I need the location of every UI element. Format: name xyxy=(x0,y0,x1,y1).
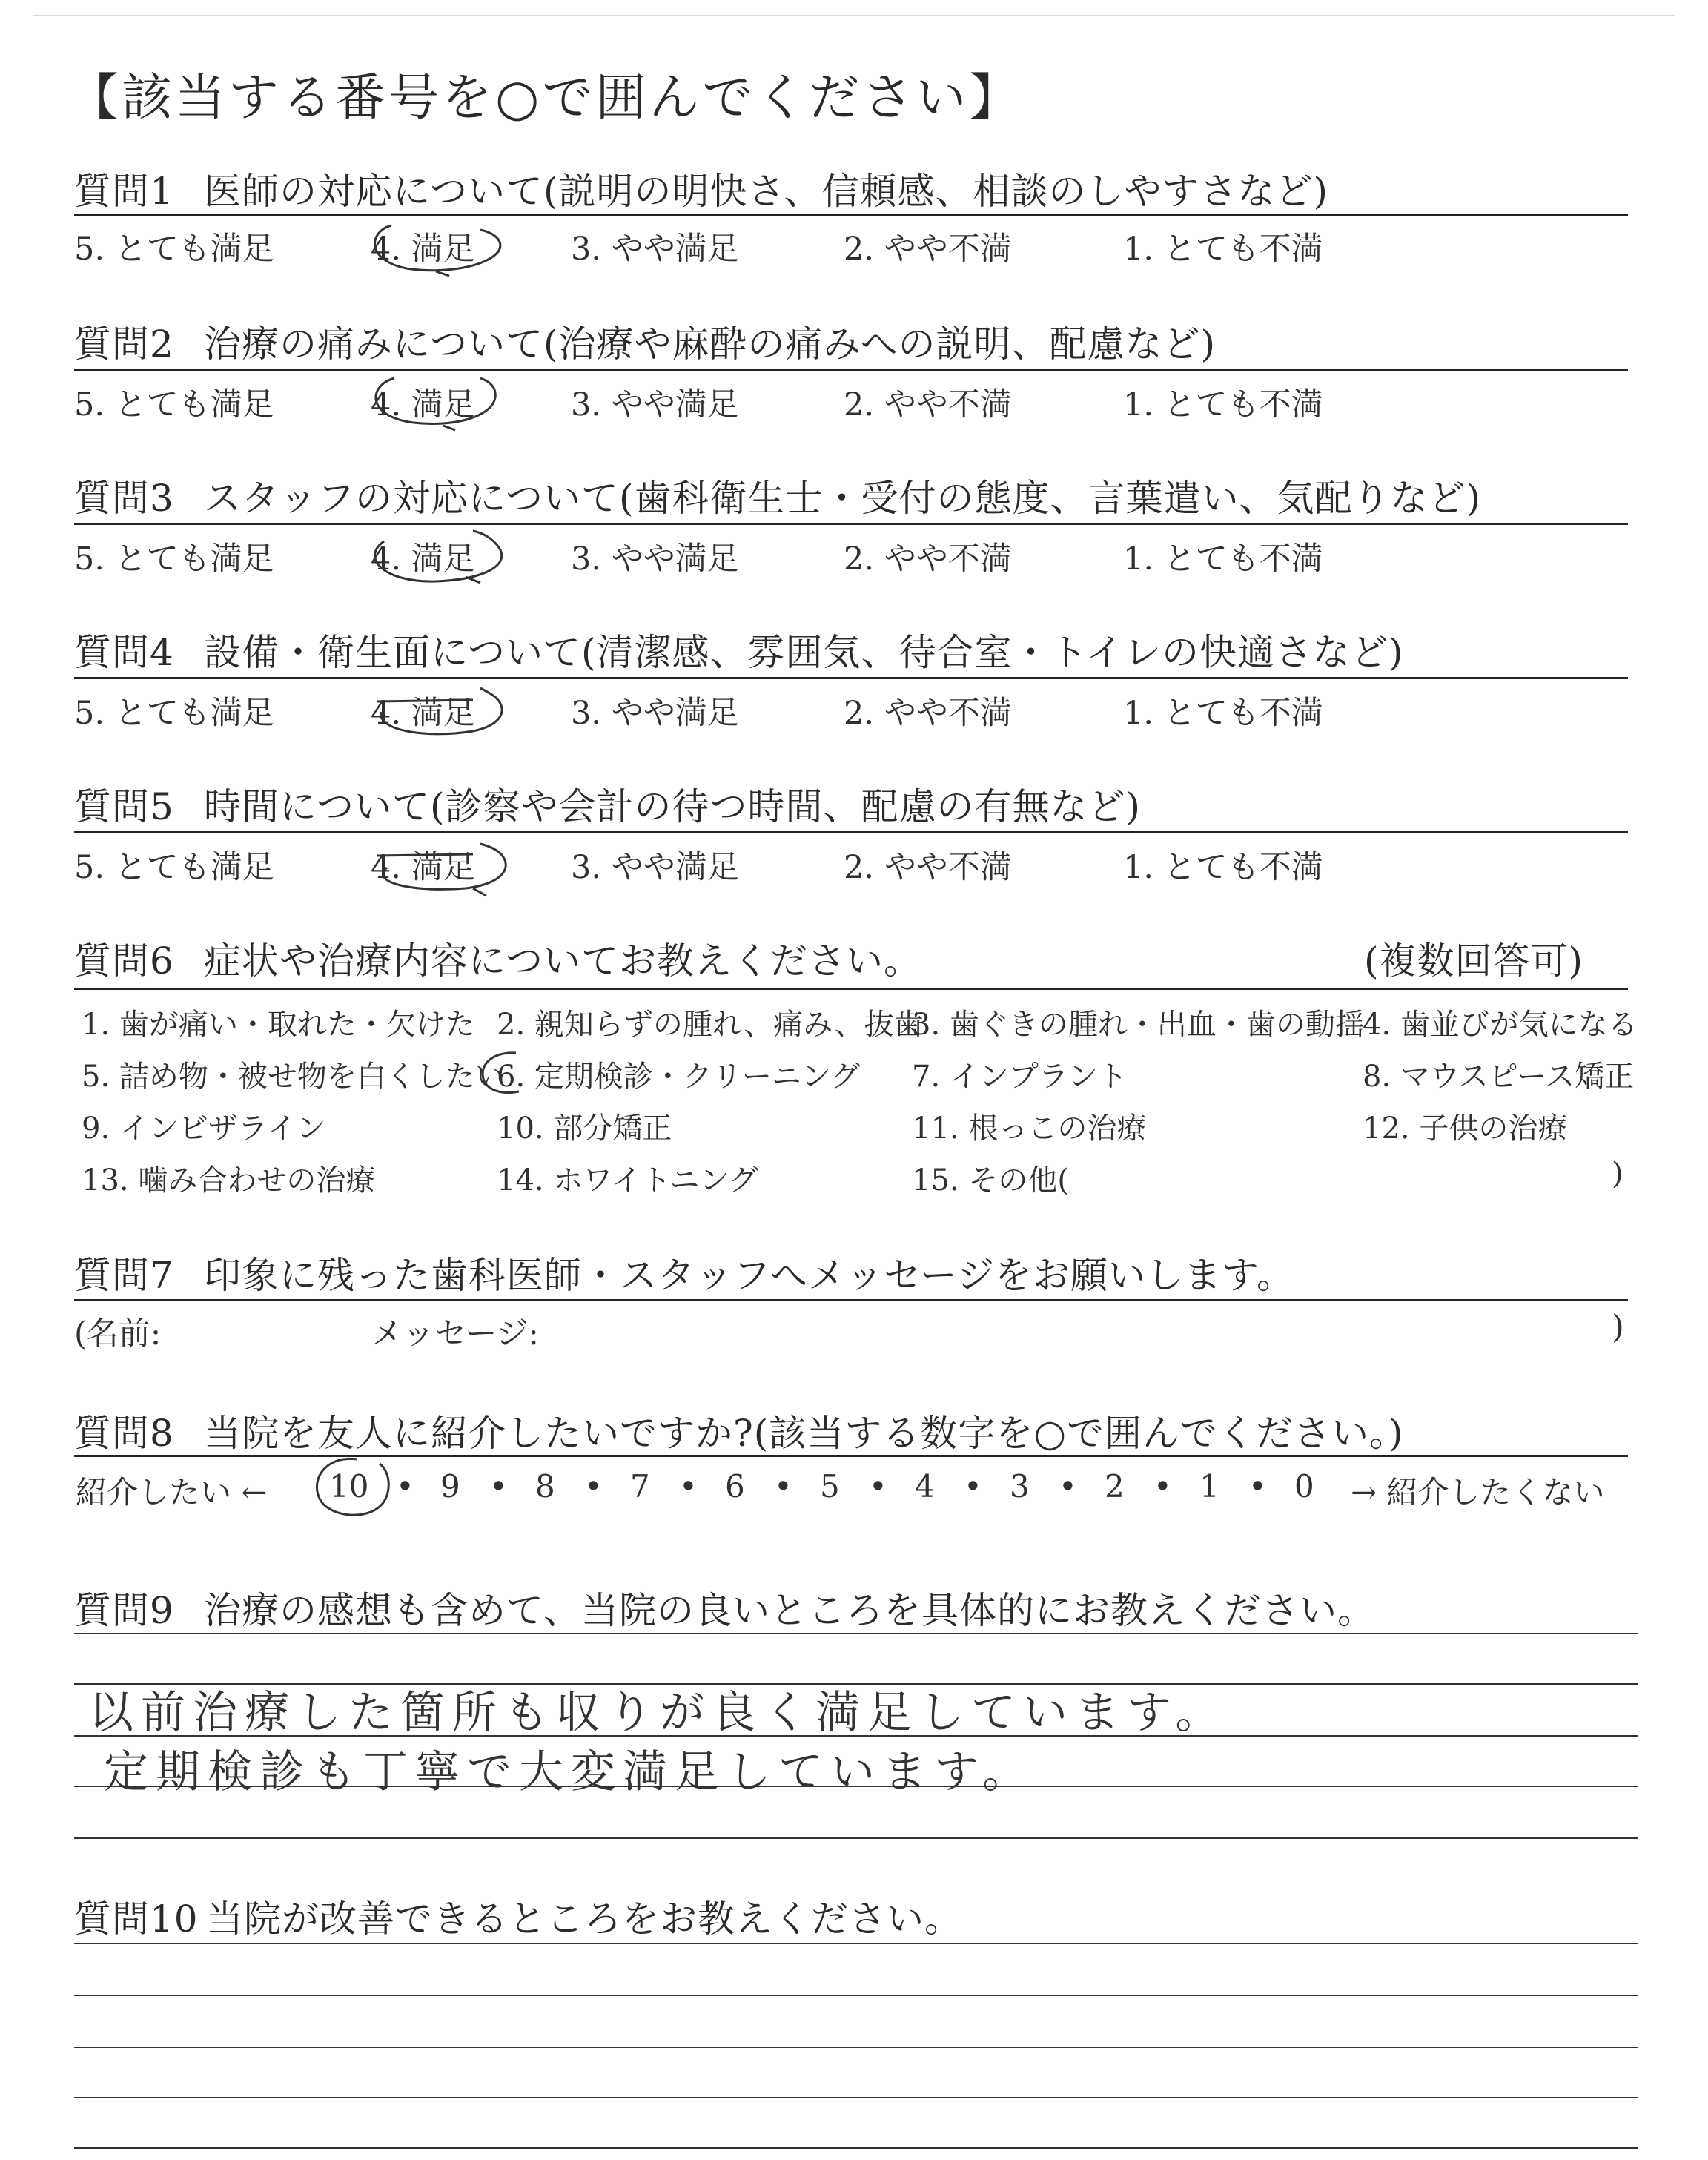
question-5-rule xyxy=(74,831,1628,833)
symptom-6[interactable]: 6. 定期検診・クリーニング xyxy=(497,1053,860,1095)
symptom-1[interactable]: 1. 歯が痛い・取れた・欠けた xyxy=(82,1008,475,1042)
scale-right-label: → 紹介したくない xyxy=(1351,1474,1605,1510)
q9-handwritten-line-2: 定期検診も丁寧で大変満足しています。 xyxy=(104,1746,1035,1798)
q3-option-4[interactable]: 4. 満足 xyxy=(371,534,475,579)
question-8-number: 質問8 xyxy=(74,1412,174,1455)
scale-10[interactable]: 10 xyxy=(329,1468,368,1505)
question-8-text: 当院を友人に紹介したいですか?(該当する数字を○で囲んでください。) xyxy=(204,1412,1404,1455)
symptom-grid xyxy=(82,1001,1638,1223)
question-2-number: 質問2 xyxy=(74,323,174,366)
question-10-text: 当院が改善できるところをお教えください。 xyxy=(206,1898,962,1941)
scale-dot: • xyxy=(964,1468,982,1505)
question-9-number: 質問9 xyxy=(74,1589,174,1632)
scale-dot: • xyxy=(1153,1468,1172,1505)
page-top-edge xyxy=(33,15,1675,16)
question-9-title xyxy=(74,1581,1375,1634)
question-10-number: 質問10 xyxy=(74,1898,199,1941)
answer-line xyxy=(74,1943,1638,1944)
answer-line xyxy=(74,1837,1638,1839)
q4-option-4[interactable]: 4. 満足 xyxy=(371,688,475,733)
q4-option-1[interactable]: 1. とても不満 xyxy=(1123,695,1323,732)
q4-option-5[interactable]: 5. とても満足 xyxy=(74,695,274,732)
scale-4[interactable]: 4 xyxy=(915,1468,935,1505)
symptom-7[interactable]: 7. インプラント xyxy=(912,1060,1128,1094)
symptom-2[interactable]: 2. 親知らずの腫れ、痛み、抜歯 xyxy=(497,1008,924,1042)
scale-6[interactable]: 6 xyxy=(725,1468,745,1505)
question-6-note: (複数回答可) xyxy=(1364,939,1584,982)
question-6-text: 症状や治療内容についてお教えください。 xyxy=(204,939,921,982)
scale-dot: • xyxy=(1248,1468,1267,1505)
q4-hand-circle xyxy=(362,679,510,743)
q1-option-1[interactable]: 1. とても不満 xyxy=(1123,231,1323,268)
scale-dot: • xyxy=(489,1468,508,1505)
scale-9[interactable]: 9 xyxy=(440,1468,460,1505)
instruction-heading: 【該当する番号を○で囲んでください】 xyxy=(68,69,1023,128)
question-5-text: 時間について(診察や会計の待つ時間、配慮の有無など) xyxy=(204,785,1142,828)
question-9-text: 治療の感想も含めて、当院の良いところを具体的にお教えください。 xyxy=(204,1589,1375,1632)
question-8-rule xyxy=(74,1455,1628,1457)
question-5-title xyxy=(74,777,1141,830)
q2-option-3[interactable]: 3. やや満足 xyxy=(571,386,739,423)
q2-option-1[interactable]: 1. とても不満 xyxy=(1123,386,1323,423)
q5-option-5[interactable]: 5. とても満足 xyxy=(74,849,274,886)
question-2-options xyxy=(74,380,1334,424)
question-1-number: 質問1 xyxy=(74,170,174,213)
q2-hand-circle xyxy=(362,371,510,435)
question-1-title xyxy=(74,162,1328,215)
question-3-options xyxy=(74,534,1334,578)
scale-8[interactable]: 8 xyxy=(535,1468,555,1505)
question-3-rule xyxy=(74,523,1628,525)
symptom-12[interactable]: 12. 子供の治療 xyxy=(1363,1112,1568,1146)
scale-dot: • xyxy=(584,1468,603,1505)
question-6-title xyxy=(74,931,921,985)
symptom-14[interactable]: 14. ホワイトニング xyxy=(497,1163,758,1198)
q1-hand-circle xyxy=(362,215,510,279)
question-4-title xyxy=(74,623,1404,676)
q1-option-2[interactable]: 2. やや不満 xyxy=(844,231,1012,268)
message-close: ) xyxy=(1612,1309,1624,1346)
q2-option-2[interactable]: 2. やや不満 xyxy=(844,386,1012,423)
scale-1[interactable]: 1 xyxy=(1199,1468,1219,1505)
q5-option-4[interactable]: 4. 満足 xyxy=(371,842,475,888)
q1-option-5[interactable]: 5. とても満足 xyxy=(74,231,274,268)
scale-3[interactable]: 3 xyxy=(1010,1468,1030,1505)
scale-left-label: 紹介したい ← xyxy=(76,1474,268,1510)
symptom-3[interactable]: 3. 歯ぐきの腫れ・出血・歯の動揺 xyxy=(912,1008,1365,1042)
question-8-title xyxy=(74,1404,1403,1457)
question-2-rule xyxy=(74,369,1628,371)
question-4-text: 設備・衛生面について(清潔感、雰囲気、待合室・トイレの快適さなど) xyxy=(204,631,1404,674)
question-3-text: スタッフの対応について(歯科衛生士・受付の態度、言葉遣い、気配りなど) xyxy=(204,477,1482,520)
q5-hand-circle xyxy=(362,833,510,897)
q1-option-4[interactable]: 4. 満足 xyxy=(371,224,475,269)
question-5-options xyxy=(74,842,1334,887)
question-3-number: 質問3 xyxy=(74,477,174,520)
question-6-rule xyxy=(74,988,1628,990)
q6-hand-circle xyxy=(474,1048,534,1100)
question-1-text: 医師の対応について(説明の明快さ、信頼感、相談のしやすさなど) xyxy=(204,170,1329,213)
q5-option-2[interactable]: 2. やや不満 xyxy=(844,849,1012,886)
symptom-4[interactable]: 4. 歯並びが気になる xyxy=(1363,1008,1638,1042)
q1-option-3[interactable]: 3. やや満足 xyxy=(571,231,739,268)
question-1-options xyxy=(74,224,1334,268)
recommend-scale xyxy=(76,1468,1632,1520)
answer-line xyxy=(74,2147,1638,2149)
question-4-rule xyxy=(74,677,1628,679)
question-7-title xyxy=(74,1246,1294,1299)
question-7-number: 質問7 xyxy=(74,1254,174,1297)
symptom-11[interactable]: 11. 根っこの治療 xyxy=(912,1112,1147,1146)
q2-option-5[interactable]: 5. とても満足 xyxy=(74,386,274,423)
q5-option-3[interactable]: 3. やや満足 xyxy=(571,849,739,886)
q8-hand-circle xyxy=(308,1453,397,1525)
q9-handwritten-line-1: 以前治療した箇所も収りが良く満足しています。 xyxy=(89,1687,1228,1739)
symptom-10[interactable]: 10. 部分矯正 xyxy=(497,1112,672,1146)
symptom-9[interactable]: 9. インビザライン xyxy=(82,1112,326,1146)
question-7-text: 印象に残った歯科医師・スタッフへメッセージをお願いします。 xyxy=(204,1254,1294,1297)
message-label: メッセージ: xyxy=(371,1315,539,1353)
question-5-number: 質問5 xyxy=(74,785,174,828)
question-2-text: 治療の痛みについて(治療や麻酔の痛みへの説明、配慮など) xyxy=(204,323,1217,366)
question-4-options xyxy=(74,688,1334,733)
answer-line xyxy=(74,2097,1638,2098)
q4-option-3[interactable]: 3. やや満足 xyxy=(571,695,739,732)
symptom-15[interactable]: 15. その他( xyxy=(912,1163,1069,1198)
q3-hand-circle xyxy=(362,525,510,589)
scale-dot: • xyxy=(679,1468,698,1505)
question-7-rule xyxy=(74,1299,1628,1301)
symptom-13[interactable]: 13. 噛み合わせの治療 xyxy=(82,1163,376,1198)
q3-option-1[interactable]: 1. とても不満 xyxy=(1123,541,1323,578)
q4-option-2[interactable]: 2. やや不満 xyxy=(844,695,1012,732)
question-1-rule xyxy=(74,214,1628,216)
q5-option-1[interactable]: 1. とても不満 xyxy=(1123,849,1323,886)
name-label: (名前: xyxy=(74,1315,162,1353)
symptom-8[interactable]: 8. マウスピース矯正 xyxy=(1363,1060,1635,1094)
question-10-title xyxy=(74,1889,962,1943)
question-2-title xyxy=(74,314,1216,368)
q3-option-2[interactable]: 2. やや不満 xyxy=(844,541,1012,578)
scale-5[interactable]: 5 xyxy=(820,1468,840,1505)
symptom-5[interactable]: 5. 詰め物・被せ物を白くしたい xyxy=(82,1060,505,1094)
q2-option-4[interactable]: 4. 満足 xyxy=(371,380,475,425)
question-3-title xyxy=(74,469,1481,522)
scale-dot: • xyxy=(869,1468,887,1505)
scale-dot: • xyxy=(396,1468,414,1505)
question-6-number: 質問6 xyxy=(74,939,174,982)
answer-line xyxy=(74,1633,1638,1634)
scale-dot: • xyxy=(774,1468,792,1505)
symptom-15-close: ) xyxy=(1612,1157,1623,1191)
scale-dot: • xyxy=(1059,1468,1077,1505)
question-4-number: 質問4 xyxy=(74,631,174,674)
scale-7[interactable]: 7 xyxy=(630,1468,650,1505)
scale-2[interactable]: 2 xyxy=(1105,1468,1125,1505)
q3-option-5[interactable]: 5. とても満足 xyxy=(74,541,274,578)
q3-option-3[interactable]: 3. やや満足 xyxy=(571,541,739,578)
scale-0[interactable]: 0 xyxy=(1294,1468,1314,1505)
answer-line xyxy=(74,1995,1638,1996)
answer-line xyxy=(74,2047,1638,2048)
